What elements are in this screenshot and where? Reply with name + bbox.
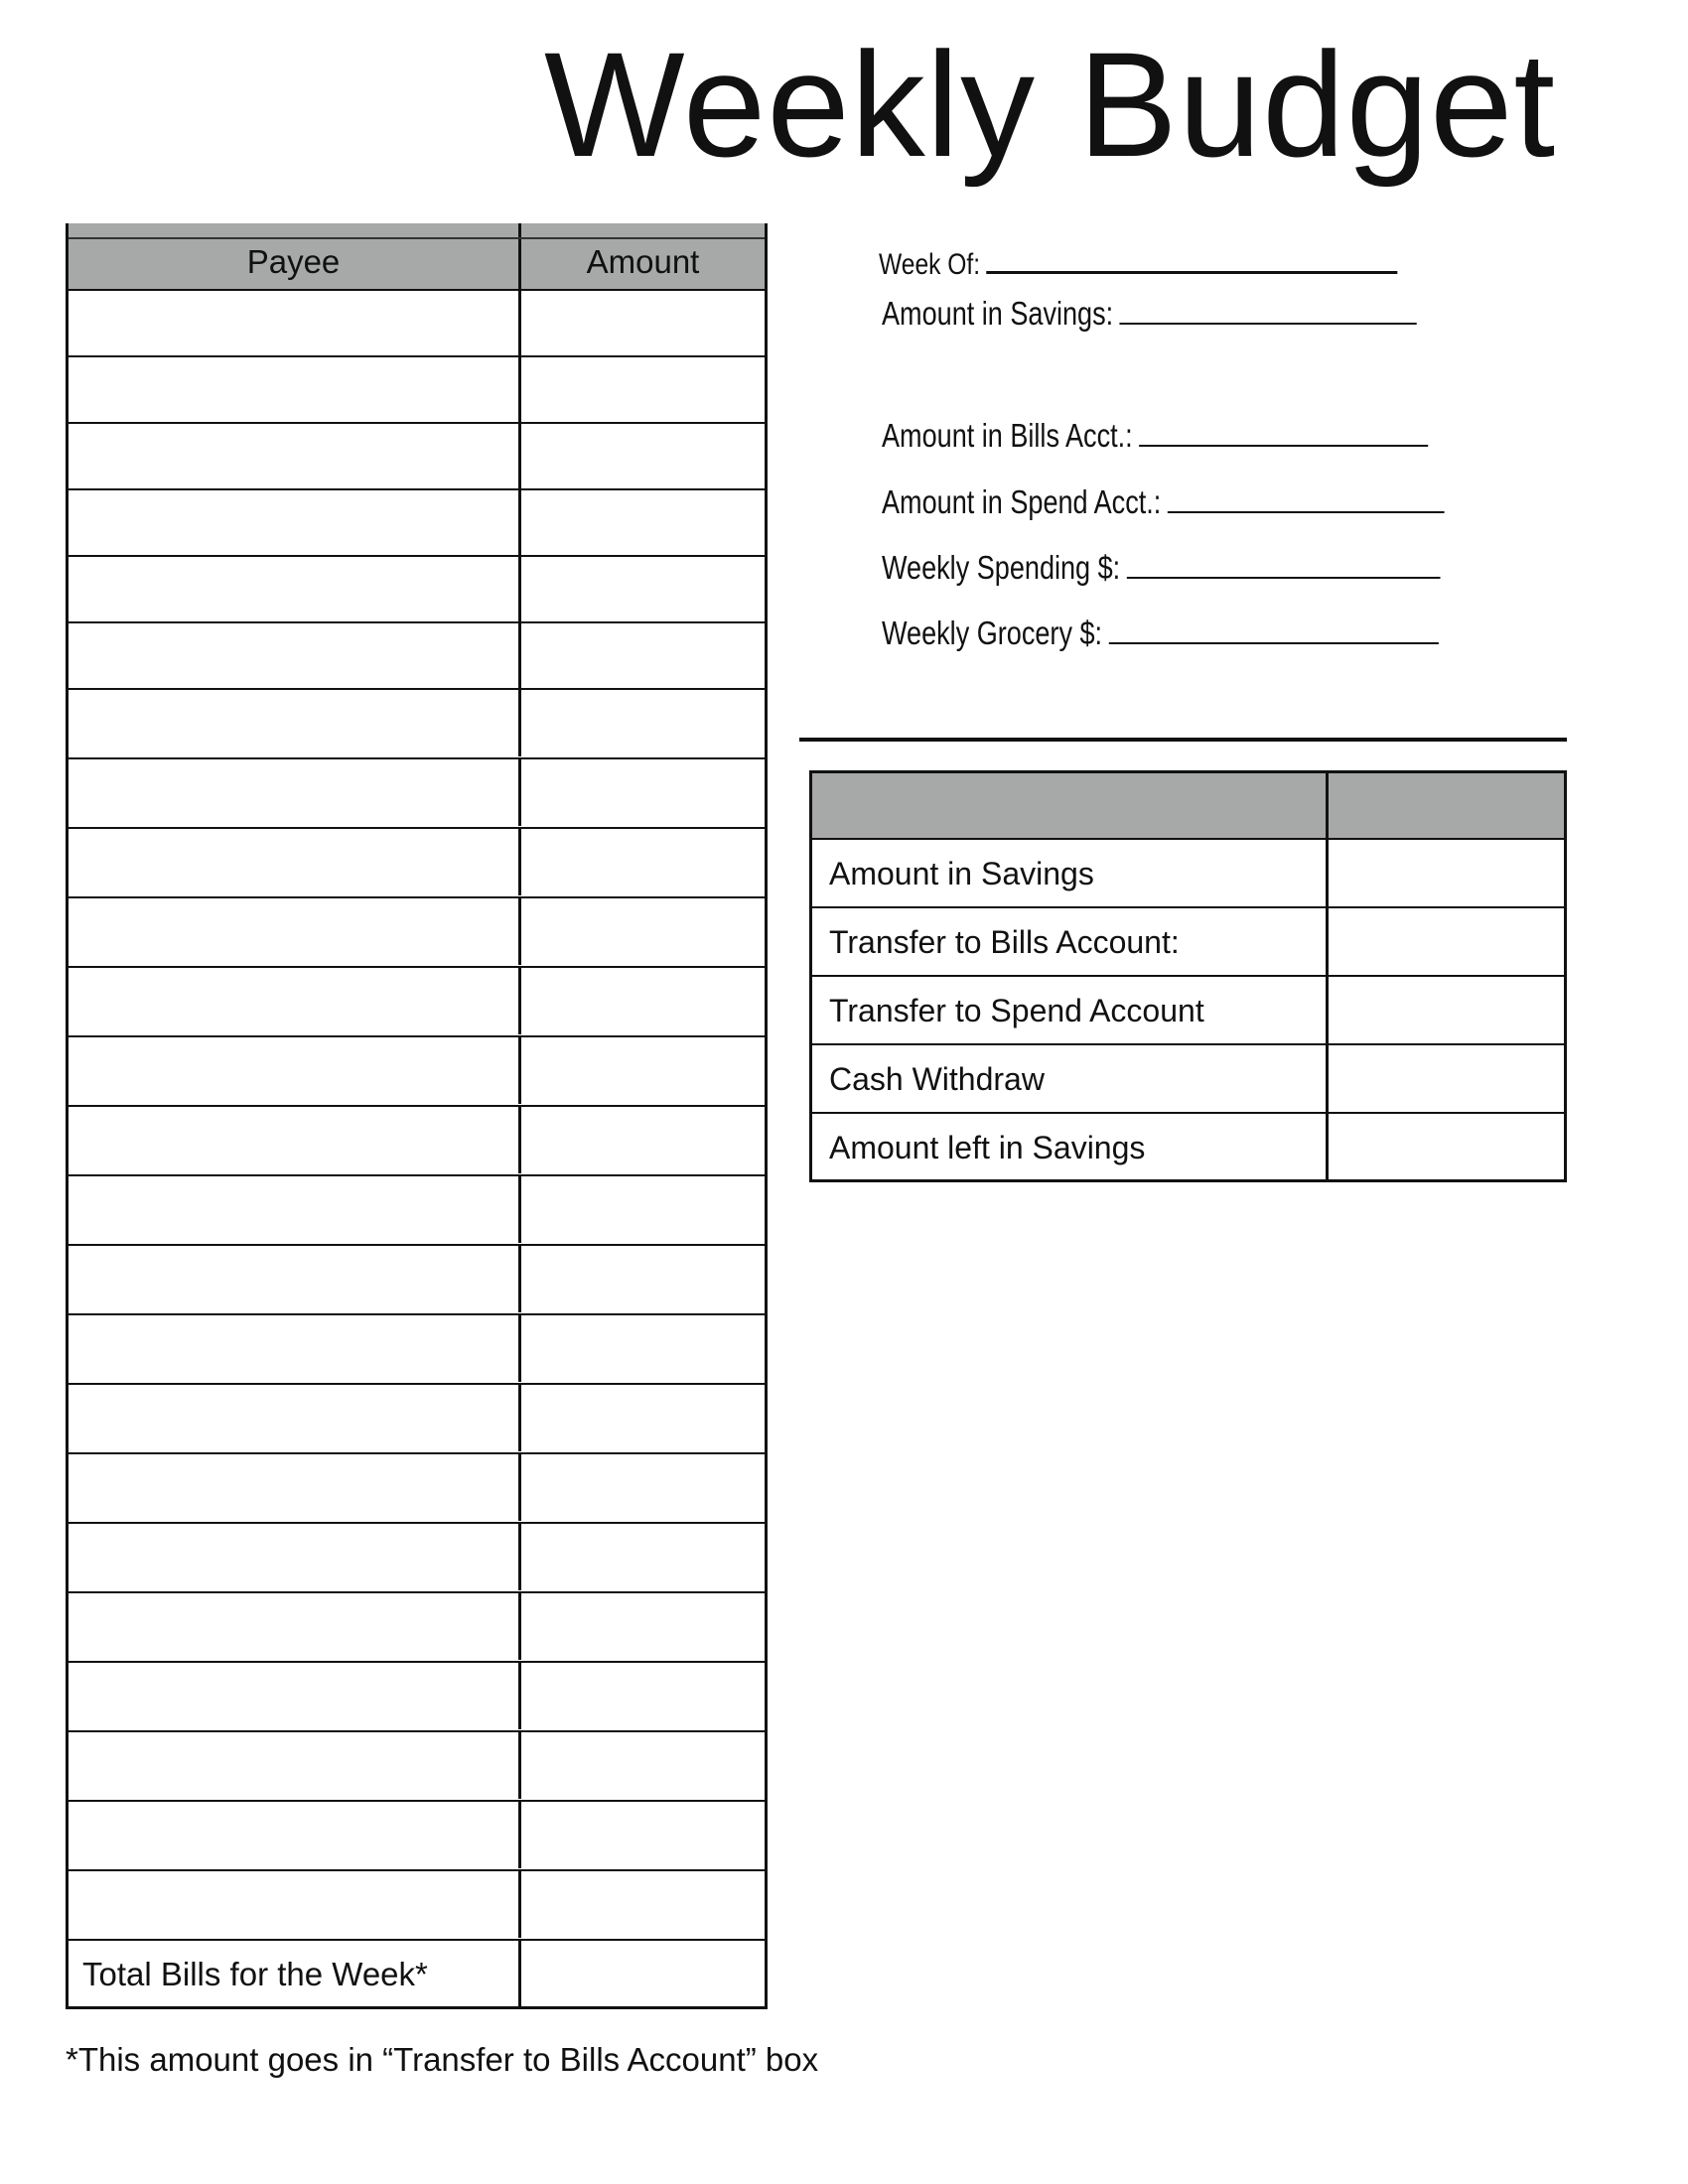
field-label: Amount in Bills Acct.: [882, 417, 1133, 454]
fill-in-blank[interactable] [1127, 576, 1441, 579]
table-row[interactable] [66, 621, 768, 688]
savings-row[interactable] [809, 1114, 1567, 1182]
bills-table-header [66, 239, 768, 289]
fill-in-blank[interactable] [1109, 641, 1439, 644]
field-label: Amount in Savings: [882, 295, 1114, 332]
table-row[interactable] [66, 896, 768, 966]
savings-row-label: Amount left in Savings [829, 1130, 1146, 1165]
table-row[interactable] [66, 1105, 768, 1174]
field-label: Weekly Grocery $: [882, 614, 1103, 651]
fill-in-blank[interactable] [1168, 510, 1445, 513]
amount-in-savings-field [882, 295, 1417, 333]
weekly-grocery-field [882, 614, 1439, 652]
fill-in-blank[interactable] [987, 270, 1398, 274]
section-divider [799, 738, 1567, 742]
savings-row[interactable] [809, 908, 1567, 977]
table-row[interactable] [66, 1730, 768, 1800]
table-row[interactable] [66, 1522, 768, 1591]
table-row[interactable] [66, 1244, 768, 1313]
savings-row[interactable] [809, 977, 1567, 1045]
table-row[interactable] [66, 1800, 768, 1869]
table-row[interactable] [66, 1869, 768, 1939]
table-row[interactable] [66, 1591, 768, 1661]
table-row[interactable] [66, 1661, 768, 1730]
table-row[interactable] [66, 555, 768, 621]
table-row[interactable] [66, 757, 768, 827]
total-bills-label: Total Bills for the Week* [82, 1956, 428, 1992]
footnote: *This amount goes in “Transfer to Bills Account” box [66, 2041, 819, 2078]
amount-in-spend-field [882, 483, 1445, 521]
amount-column-header: Amount [586, 243, 700, 280]
savings-row[interactable] [809, 1045, 1567, 1114]
field-label: Week Of: [879, 248, 981, 281]
table-row[interactable] [66, 688, 768, 757]
week-of-field [879, 248, 1398, 282]
bills-table-body [66, 289, 768, 2009]
amount-in-bills-field [882, 417, 1428, 455]
table-row[interactable] [66, 355, 768, 422]
savings-row-label: Amount in Savings [829, 856, 1094, 891]
table-row[interactable] [66, 966, 768, 1035]
fill-in-blank[interactable] [1139, 444, 1428, 447]
table-row[interactable] [66, 1313, 768, 1383]
savings-row-label: Transfer to Bills Account: [829, 924, 1180, 960]
table-row[interactable] [66, 422, 768, 488]
page-title: Weekly Budget [544, 21, 1557, 188]
table-row[interactable] [66, 488, 768, 555]
table-row[interactable] [66, 1174, 768, 1244]
savings-table [809, 770, 1567, 1182]
table-row[interactable] [66, 1383, 768, 1452]
savings-row[interactable] [809, 840, 1567, 908]
payee-column-header: Payee [246, 243, 341, 280]
savings-row-label: Transfer to Spend Account [829, 993, 1204, 1028]
table-row[interactable] [66, 289, 768, 355]
savings-row-label: Cash Withdraw [829, 1061, 1045, 1097]
field-label: Amount in Spend Acct.: [882, 483, 1162, 520]
bills-table-top-band [66, 223, 768, 239]
field-label: Weekly Spending $: [882, 549, 1121, 586]
table-row[interactable] [66, 1452, 768, 1522]
weekly-spending-field [882, 549, 1440, 587]
table-row[interactable] [66, 1035, 768, 1105]
savings-table-header [809, 770, 1567, 840]
total-bills-row[interactable] [66, 1939, 768, 2009]
table-row[interactable] [66, 827, 768, 896]
fill-in-blank[interactable] [1120, 322, 1417, 325]
